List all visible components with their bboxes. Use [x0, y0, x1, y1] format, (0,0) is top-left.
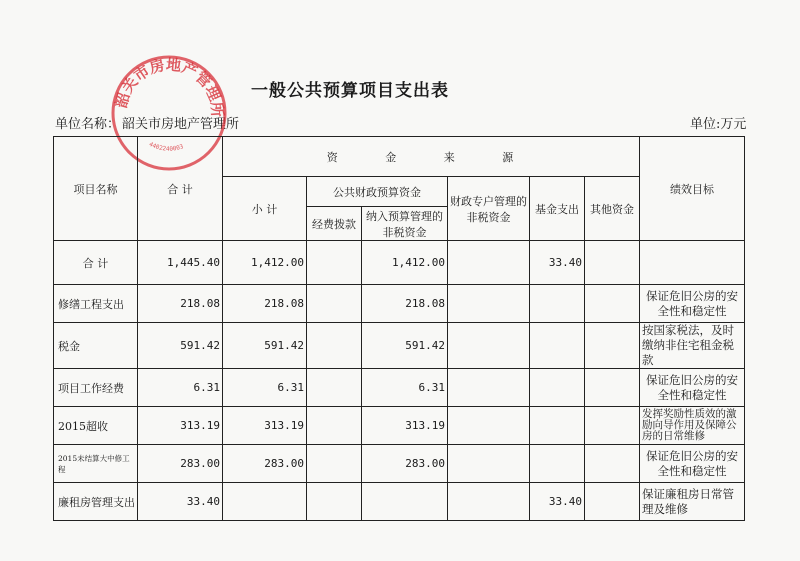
- row-total: 1,445.40: [138, 241, 223, 285]
- row-subtotal: 283.00: [223, 445, 307, 483]
- row-other: [585, 483, 640, 521]
- header-funding-source: 资 金 来 源: [223, 137, 640, 177]
- row-non-tax: 6.31: [362, 369, 448, 407]
- row-subtotal: 1,412.00: [223, 241, 307, 285]
- header-project-name: 项目名称: [54, 137, 138, 241]
- row-total: 283.00: [138, 445, 223, 483]
- table-row-total: [54, 241, 745, 285]
- row-performance: 保证危旧公房的安全性和稳定性: [640, 285, 745, 323]
- row-name: 修缮工程支出: [54, 285, 138, 323]
- row-non-tax: 1,412.00: [362, 241, 448, 285]
- header-fund-expenditure: 基金支出: [530, 177, 585, 241]
- row-total: 313.19: [138, 407, 223, 445]
- row-performance: 保证危旧公房的安全性和稳定性: [640, 445, 745, 483]
- row-non-tax: 218.08: [362, 285, 448, 323]
- header-other-funds: 其他资金: [585, 177, 640, 241]
- table-row: [54, 369, 745, 407]
- table-row: [54, 407, 745, 445]
- row-fund: [530, 369, 585, 407]
- unit-name-label: 单位名称：: [55, 117, 121, 132]
- row-performance: 按国家税法，及时缴纳非住宅租金税款: [640, 323, 745, 369]
- row-performance: [640, 241, 745, 285]
- row-operating: [307, 483, 362, 521]
- row-performance: 发挥奖励性质效的激励向导作用及保障公房的日常维修: [640, 407, 745, 445]
- row-fund: [530, 445, 585, 483]
- table-row: [54, 285, 745, 323]
- row-total: 33.40: [138, 483, 223, 521]
- row-non-tax: [362, 483, 448, 521]
- row-name: 合 计: [54, 241, 138, 285]
- document-title: 一般公共预算项目支出表: [251, 81, 449, 101]
- row-special: [448, 241, 530, 285]
- row-other: [585, 285, 640, 323]
- row-subtotal: 6.31: [223, 369, 307, 407]
- row-subtotal: 218.08: [223, 285, 307, 323]
- row-performance: 保证危旧公房的安全性和稳定性: [640, 369, 745, 407]
- row-operating: [307, 285, 362, 323]
- header-performance: 绩效目标: [640, 137, 745, 241]
- row-special: [448, 407, 530, 445]
- row-performance: 保证廉租房日常管理及维修: [640, 483, 745, 521]
- row-other: [585, 369, 640, 407]
- row-other: [585, 407, 640, 445]
- row-name: 税金: [54, 323, 138, 369]
- row-special: [448, 369, 530, 407]
- table-row: [54, 323, 745, 369]
- row-operating: [307, 407, 362, 445]
- row-special: [448, 483, 530, 521]
- currency-unit: 单位:万元: [690, 117, 747, 132]
- table-row: [54, 445, 745, 483]
- row-operating: [307, 241, 362, 285]
- row-fund: 33.40: [530, 241, 585, 285]
- row-name: 2015未结算大中修工程: [54, 445, 138, 483]
- row-other: [585, 445, 640, 483]
- unit-name-value: 韶关市房地产管理所: [122, 117, 240, 132]
- row-special: [448, 445, 530, 483]
- row-total: 218.08: [138, 285, 223, 323]
- row-fund: 33.40: [530, 483, 585, 521]
- row-other: [585, 323, 640, 369]
- row-operating: [307, 369, 362, 407]
- row-total: 591.42: [138, 323, 223, 369]
- row-subtotal: 591.42: [223, 323, 307, 369]
- seal-text: 韶关市房地产管理所: [112, 55, 227, 118]
- row-special: [448, 323, 530, 369]
- row-fund: [530, 323, 585, 369]
- row-fund: [530, 285, 585, 323]
- table-row: [54, 483, 745, 521]
- row-subtotal: 313.19: [223, 407, 307, 445]
- header-non-tax-funds: 纳入预算管理的非税资金: [362, 207, 448, 241]
- row-non-tax: 283.00: [362, 445, 448, 483]
- header-total: 合 计: [138, 137, 223, 241]
- row-operating: [307, 445, 362, 483]
- seal-code: 4402240003: [147, 140, 185, 153]
- row-non-tax: 591.42: [362, 323, 448, 369]
- row-total: 6.31: [138, 369, 223, 407]
- header-special-non-tax: 财政专户管理的非税资金: [448, 177, 530, 241]
- row-subtotal: [223, 483, 307, 521]
- budget-table: [53, 136, 745, 521]
- row-fund: [530, 407, 585, 445]
- row-name: 项目工作经费: [54, 369, 138, 407]
- header-public-budget: 公共财政预算资金: [307, 177, 448, 207]
- row-other: [585, 241, 640, 285]
- header-operating-funds: 经费拨款: [307, 207, 362, 241]
- row-name: 廉租房管理支出: [54, 483, 138, 521]
- row-name: 2015超收: [54, 407, 138, 445]
- row-non-tax: 313.19: [362, 407, 448, 445]
- header-subtotal: 小 计: [223, 177, 307, 241]
- row-special: [448, 285, 530, 323]
- row-operating: [307, 323, 362, 369]
